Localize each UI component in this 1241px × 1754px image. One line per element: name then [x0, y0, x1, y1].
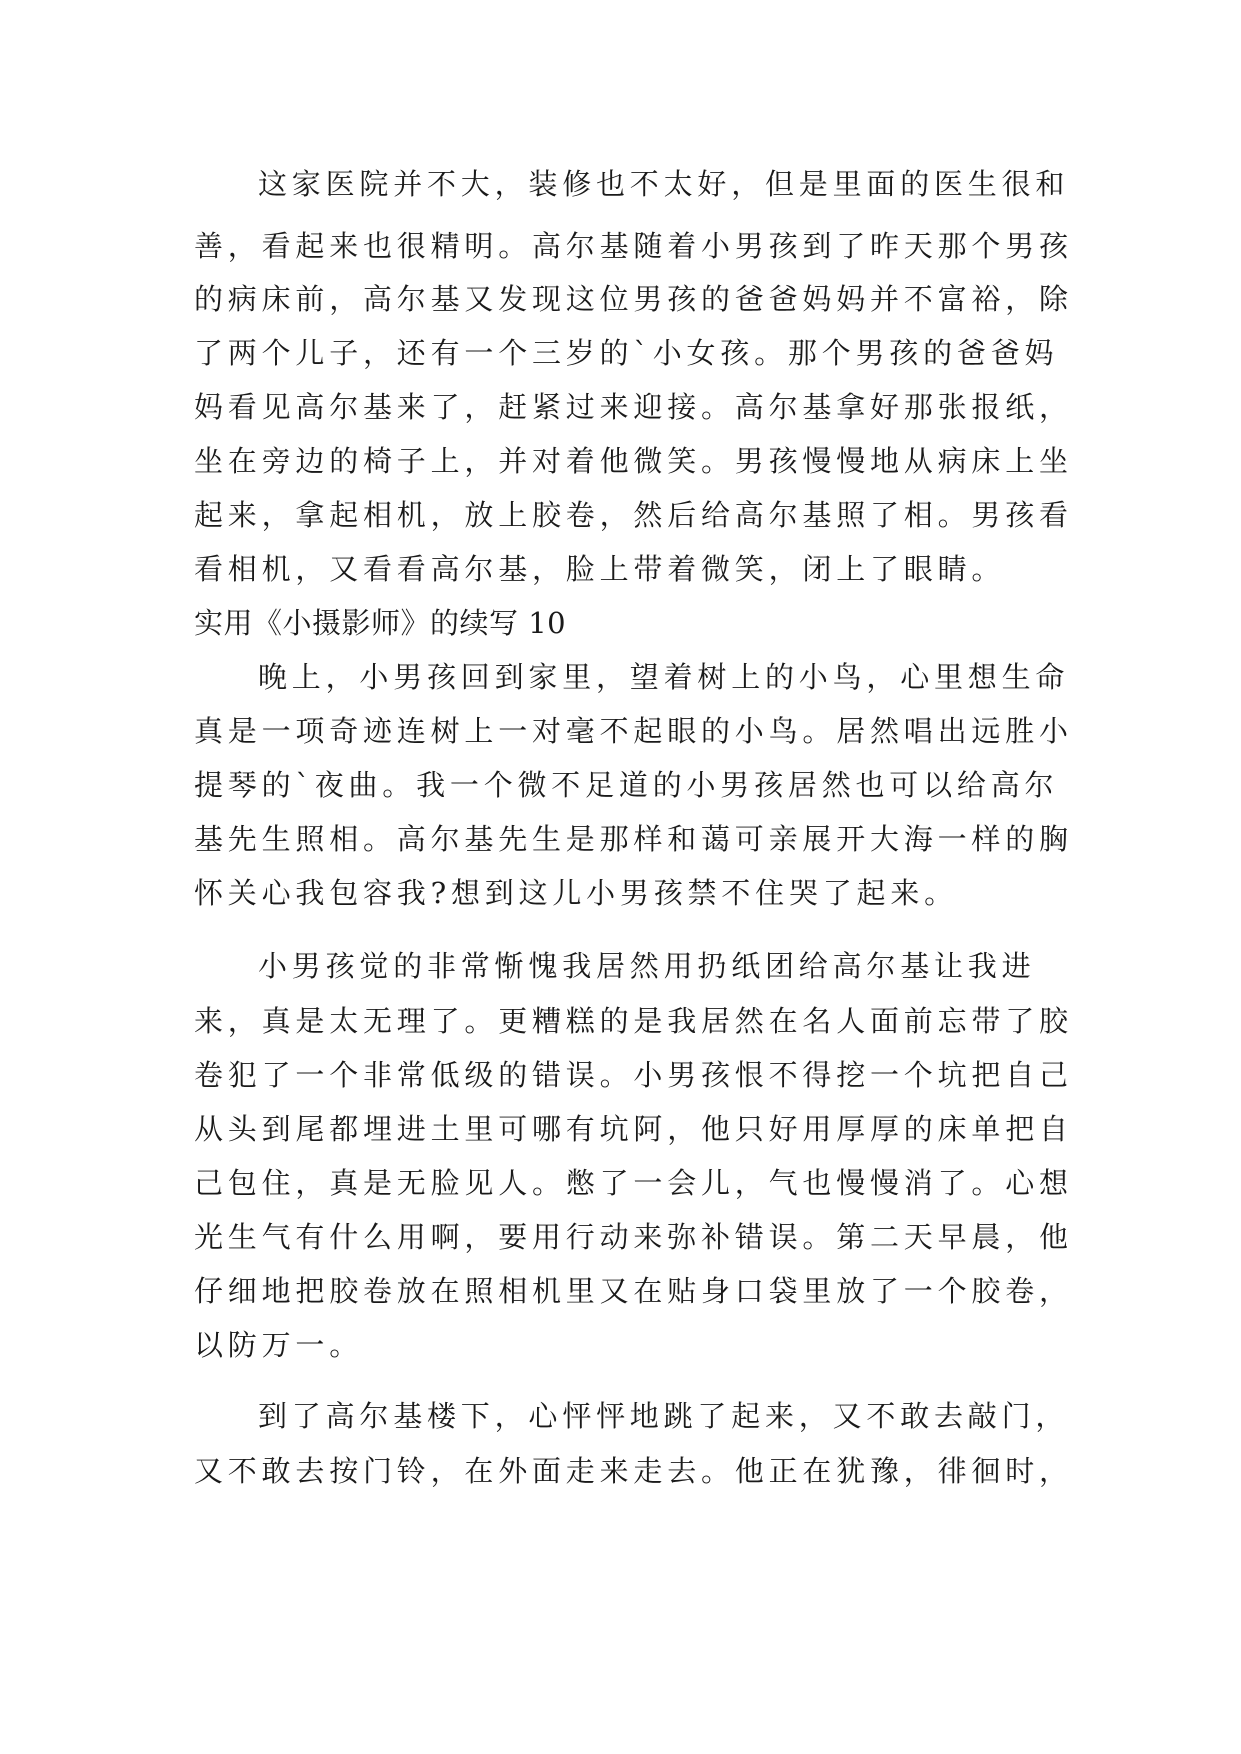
paragraph-line: 从头到尾都埋进土里可哪有坑阿，他只好用厚厚的床单把自: [194, 1112, 1073, 1146]
paragraph-line: 以防万一。: [194, 1328, 364, 1362]
paragraph-line: 仔细地把胶卷放在照相机里又在贴身口袋里放了一个胶卷，: [194, 1274, 1073, 1308]
paragraph-line: 光生气有什么用啊，要用行动来弥补错误。第二天早晨，他: [194, 1220, 1073, 1254]
paragraph-line: 怀关心我包容我?想到这儿小男孩禁不住哭了起来。: [194, 876, 958, 910]
paragraph-line: 小男孩觉的非常惭愧我居然用扔纸团给高尔基让我进: [258, 949, 1036, 983]
paragraph-line: 的病床前，高尔基又发现这位男孩的爸爸妈妈并不富裕，除: [194, 282, 1073, 316]
paragraph-line: 基先生照相。高尔基先生是那样和蔼可亲展开大海一样的胸: [194, 822, 1073, 856]
paragraph-line: 起来，拿起相机，放上胶卷，然后给高尔基照了相。男孩看: [194, 498, 1073, 532]
paragraph-line: 提琴的`夜曲。我一个微不足道的小男孩居然也可以给高尔: [194, 768, 1059, 802]
paragraph-line: 又不敢去按门铃，在外面走来走去。他正在犹豫，徘徊时，: [194, 1454, 1073, 1488]
paragraph-line: 看相机，又看看高尔基，脸上带着微笑，闭上了眼睛。: [194, 552, 1006, 586]
section-heading: 实用《小摄影师》的续写 10: [194, 606, 567, 640]
paragraph-line: 卷犯了一个非常低级的错误。小男孩恨不得挖一个坑把自己: [194, 1058, 1073, 1092]
paragraph-line: 善，看起来也很精明。高尔基随着小男孩到了昨天那个男孩: [194, 229, 1073, 263]
paragraph-line: 妈看见高尔基来了，赶紧过来迎接。高尔基拿好那张报纸，: [194, 390, 1073, 424]
paragraph-line: 这家医院并不大，装修也不太好，但是里面的医生很和: [258, 167, 1070, 201]
paragraph-line: 坐在旁边的椅子上，并对着他微笑。男孩慢慢地从病床上坐: [194, 444, 1073, 478]
paragraph-line: 己包住，真是无脸见人。憋了一会儿，气也慢慢消了。心想: [194, 1166, 1073, 1200]
paragraph-line: 来，真是太无理了。更糟糕的是我居然在名人面前忘带了胶: [194, 1004, 1073, 1038]
paragraph-line: 真是一项奇迹连树上一对毫不起眼的小鸟。居然唱出远胜小: [194, 714, 1073, 748]
paragraph-line: 到了高尔基楼下，心怦怦地跳了起来，又不敢去敲门，: [258, 1399, 1070, 1433]
paragraph-line: 了两个儿子，还有一个三岁的`小女孩。那个男孩的爸爸妈: [194, 336, 1059, 370]
paragraph-line: 晚上，小男孩回到家里，望着树上的小鸟，心里想生命: [258, 660, 1070, 694]
